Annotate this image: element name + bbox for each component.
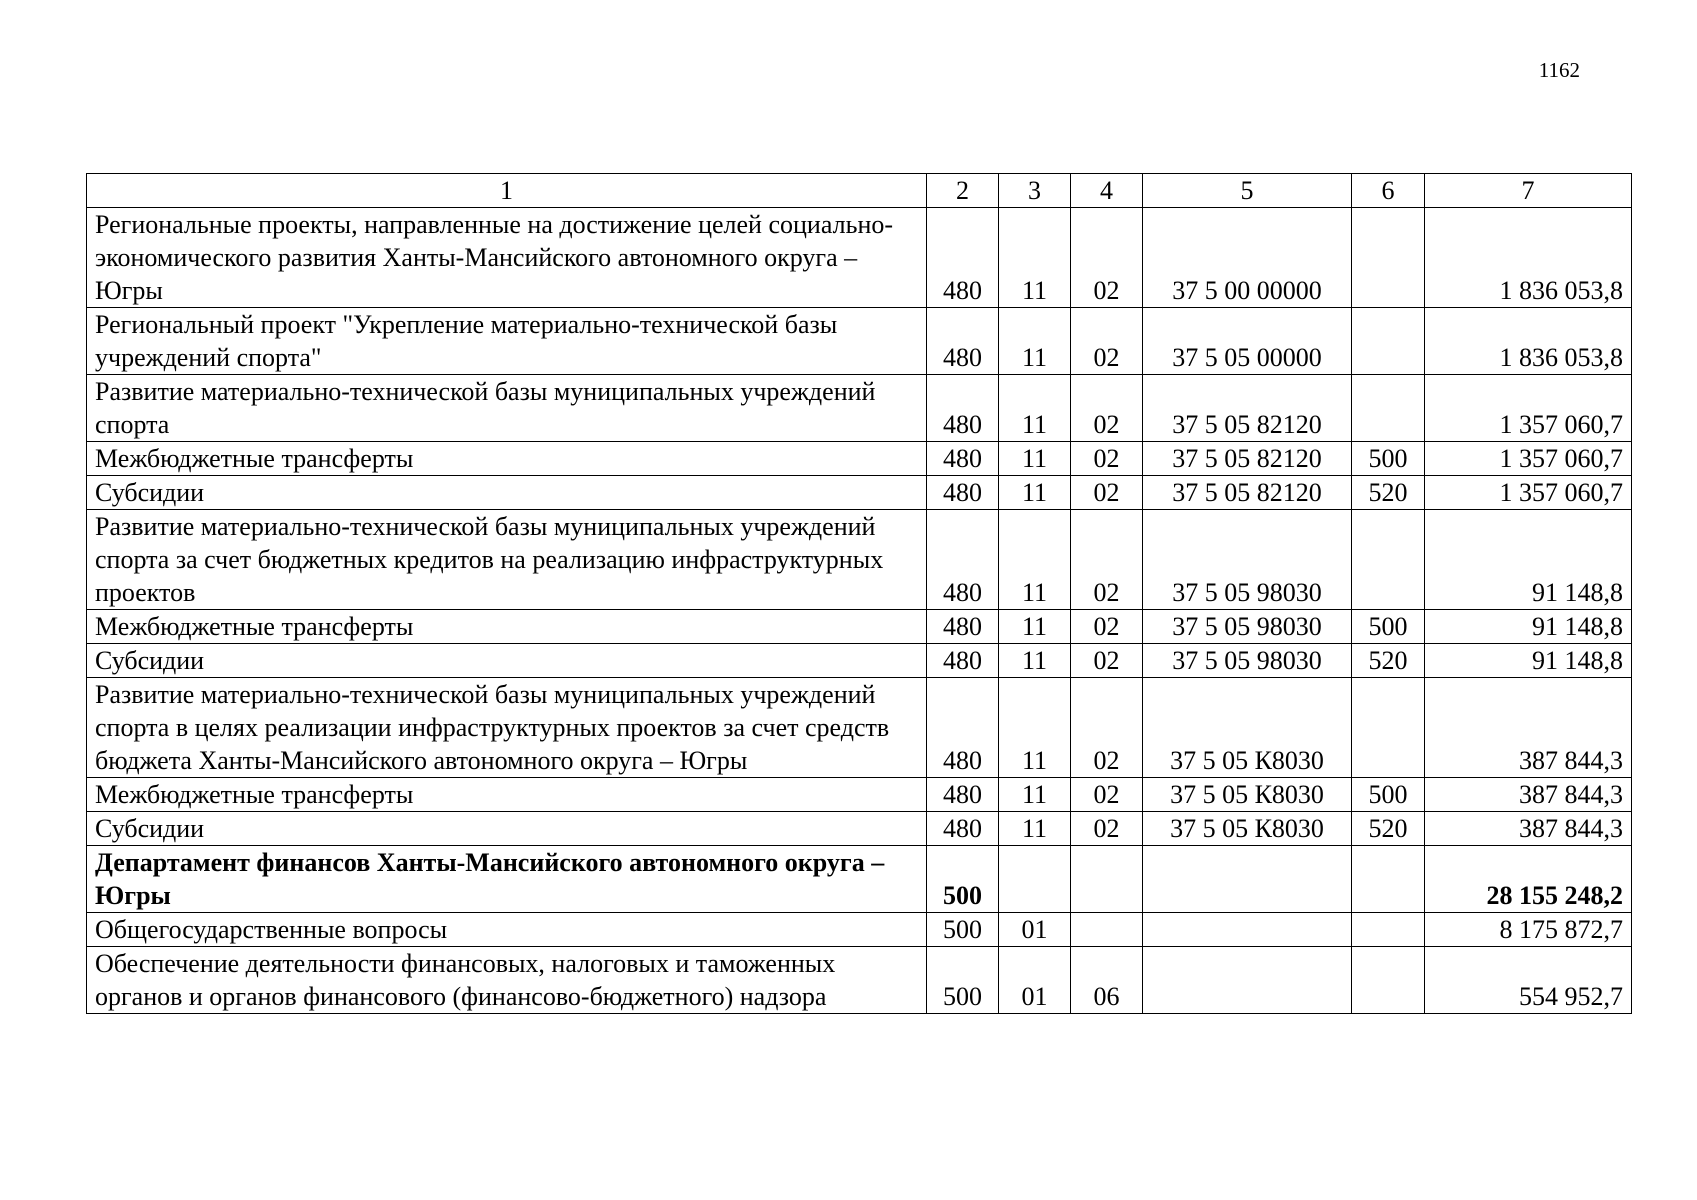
- row-name-cell: Развитие материально-технической базы муниципальных учреждений спорта в целях реализации инфраструктурных проектов за счет средств бюджета Ханты-Мансийского автономного округа – Югры: [87, 678, 927, 778]
- row-col-2-cell: 480: [927, 510, 999, 610]
- row-name-cell: Общегосударственные вопросы: [87, 913, 927, 947]
- table-row: [87, 644, 1632, 678]
- row-col-3-cell: 11: [999, 812, 1071, 846]
- table-row: [87, 208, 1632, 308]
- row-col-7-cell: 8 175 872,7: [1425, 913, 1632, 947]
- row-col-4-cell: 06: [1071, 947, 1143, 1014]
- row-col-7-cell: 387 844,3: [1425, 812, 1632, 846]
- row-col-3-cell: [999, 846, 1071, 913]
- row-col-4-cell: 02: [1071, 644, 1143, 678]
- row-col-4-cell: 02: [1071, 510, 1143, 610]
- row-col-7-cell: 1 357 060,7: [1425, 442, 1632, 476]
- row-col-6-cell: [1352, 375, 1425, 442]
- row-col-7-cell: 28 155 248,2: [1425, 846, 1632, 913]
- row-col-4-cell: 02: [1071, 375, 1143, 442]
- row-col-3-cell: 11: [999, 375, 1071, 442]
- row-col-6-cell: 500: [1352, 610, 1425, 644]
- header-col-1: 1: [87, 174, 927, 208]
- row-col-2-cell: 500: [927, 846, 999, 913]
- row-col-2-cell: 480: [927, 442, 999, 476]
- row-col-5-cell: 37 5 05 98030: [1143, 510, 1352, 610]
- row-col-3-cell: 01: [999, 913, 1071, 947]
- row-col-2-cell: 480: [927, 308, 999, 375]
- row-col-3-cell: 11: [999, 208, 1071, 308]
- row-col-4-cell: 02: [1071, 476, 1143, 510]
- table-row: [87, 846, 1632, 913]
- row-name-cell: Субсидии: [87, 812, 927, 846]
- row-col-5-cell: 37 5 05 К8030: [1143, 678, 1352, 778]
- row-col-5-cell: 37 5 05 00000: [1143, 308, 1352, 375]
- row-col-4-cell: 02: [1071, 678, 1143, 778]
- row-col-6-cell: [1352, 208, 1425, 308]
- row-col-6-cell: 500: [1352, 778, 1425, 812]
- page-number: 1162: [1538, 58, 1580, 82]
- row-name-cell: Развитие материально-технической базы муниципальных учреждений спорта: [87, 375, 927, 442]
- row-col-2-cell: 480: [927, 644, 999, 678]
- table-row: [87, 610, 1632, 644]
- row-col-2-cell: 500: [927, 947, 999, 1014]
- row-col-7-cell: 387 844,3: [1425, 678, 1632, 778]
- row-col-3-cell: 01: [999, 947, 1071, 1014]
- row-col-2-cell: 480: [927, 610, 999, 644]
- header-col-6: 6: [1352, 174, 1425, 208]
- row-col-7-cell: 91 148,8: [1425, 644, 1632, 678]
- table-row: [87, 510, 1632, 610]
- row-col-7-cell: 554 952,7: [1425, 947, 1632, 1014]
- row-col-2-cell: 500: [927, 913, 999, 947]
- row-col-3-cell: 11: [999, 644, 1071, 678]
- row-col-2-cell: 480: [927, 208, 999, 308]
- row-col-6-cell: [1352, 846, 1425, 913]
- table-row: [87, 476, 1632, 510]
- row-col-5-cell: 37 5 05 82120: [1143, 442, 1352, 476]
- row-name-cell: Региональные проекты, направленные на достижение целей социально-экономического развития Ханты-Мансийского автономного округа – Югры: [87, 208, 927, 308]
- row-col-3-cell: 11: [999, 442, 1071, 476]
- row-col-5-cell: 37 5 05 82120: [1143, 375, 1352, 442]
- row-col-6-cell: [1352, 913, 1425, 947]
- table-row: [87, 812, 1632, 846]
- header-col-3: 3: [999, 174, 1071, 208]
- row-col-3-cell: 11: [999, 778, 1071, 812]
- row-col-3-cell: 11: [999, 476, 1071, 510]
- row-name-cell: Субсидии: [87, 476, 927, 510]
- table-header-row: [87, 174, 1632, 208]
- row-col-6-cell: 500: [1352, 442, 1425, 476]
- header-col-7: 7: [1425, 174, 1632, 208]
- row-col-5-cell: 37 5 05 82120: [1143, 476, 1352, 510]
- row-col-7-cell: 91 148,8: [1425, 510, 1632, 610]
- row-col-4-cell: 02: [1071, 308, 1143, 375]
- table-row: [87, 913, 1632, 947]
- header-col-2: 2: [927, 174, 999, 208]
- table-row: [87, 442, 1632, 476]
- row-col-6-cell: [1352, 510, 1425, 610]
- row-name-cell: Межбюджетные трансферты: [87, 610, 927, 644]
- row-col-5-cell: 37 5 05 К8030: [1143, 778, 1352, 812]
- row-col-6-cell: [1352, 308, 1425, 375]
- row-col-6-cell: 520: [1352, 644, 1425, 678]
- row-col-5-cell: [1143, 947, 1352, 1014]
- budget-table: [86, 173, 1632, 1014]
- row-col-4-cell: 02: [1071, 208, 1143, 308]
- table-row: [87, 678, 1632, 778]
- row-name-cell: Межбюджетные трансферты: [87, 778, 927, 812]
- row-col-6-cell: [1352, 947, 1425, 1014]
- row-col-4-cell: 02: [1071, 442, 1143, 476]
- row-col-4-cell: [1071, 913, 1143, 947]
- row-col-7-cell: 1 836 053,8: [1425, 308, 1632, 375]
- header-col-4: 4: [1071, 174, 1143, 208]
- row-col-3-cell: 11: [999, 678, 1071, 778]
- row-name-cell: Обеспечение деятельности финансовых, налоговых и таможенных органов и органов финансового (финансово-бюджетного) надзора: [87, 947, 927, 1014]
- row-col-5-cell: 37 5 05 К8030: [1143, 812, 1352, 846]
- row-col-5-cell: 37 5 05 98030: [1143, 610, 1352, 644]
- table-row: [87, 947, 1632, 1014]
- row-col-5-cell: 37 5 05 98030: [1143, 644, 1352, 678]
- row-col-7-cell: 1 357 060,7: [1425, 476, 1632, 510]
- row-col-2-cell: 480: [927, 476, 999, 510]
- row-name-cell: Развитие материально-технической базы муниципальных учреждений спорта за счет бюджетных кредитов на реализацию инфраструктурных проектов: [87, 510, 927, 610]
- row-col-5-cell: [1143, 913, 1352, 947]
- row-name-cell: Межбюджетные трансферты: [87, 442, 927, 476]
- row-col-3-cell: 11: [999, 510, 1071, 610]
- row-col-4-cell: [1071, 846, 1143, 913]
- row-name-cell: Региональный проект "Укрепление материально-технической базы учреждений спорта": [87, 308, 927, 375]
- row-col-7-cell: 91 148,8: [1425, 610, 1632, 644]
- row-col-2-cell: 480: [927, 812, 999, 846]
- row-col-3-cell: 11: [999, 610, 1071, 644]
- row-col-2-cell: 480: [927, 678, 999, 778]
- table-row: [87, 778, 1632, 812]
- table-row: [87, 375, 1632, 442]
- row-col-4-cell: 02: [1071, 778, 1143, 812]
- row-name-cell: Субсидии: [87, 644, 927, 678]
- row-col-7-cell: 387 844,3: [1425, 778, 1632, 812]
- row-col-4-cell: 02: [1071, 610, 1143, 644]
- row-col-5-cell: [1143, 846, 1352, 913]
- row-col-4-cell: 02: [1071, 812, 1143, 846]
- row-col-2-cell: 480: [927, 778, 999, 812]
- row-col-7-cell: 1 357 060,7: [1425, 375, 1632, 442]
- row-name-cell: Департамент финансов Ханты-Мансийского автономного округа – Югры: [87, 846, 927, 913]
- row-col-7-cell: 1 836 053,8: [1425, 208, 1632, 308]
- row-col-5-cell: 37 5 00 00000: [1143, 208, 1352, 308]
- row-col-6-cell: [1352, 678, 1425, 778]
- row-col-3-cell: 11: [999, 308, 1071, 375]
- row-col-6-cell: 520: [1352, 476, 1425, 510]
- row-col-2-cell: 480: [927, 375, 999, 442]
- table-row: [87, 308, 1632, 375]
- header-col-5: 5: [1143, 174, 1352, 208]
- row-col-6-cell: 520: [1352, 812, 1425, 846]
